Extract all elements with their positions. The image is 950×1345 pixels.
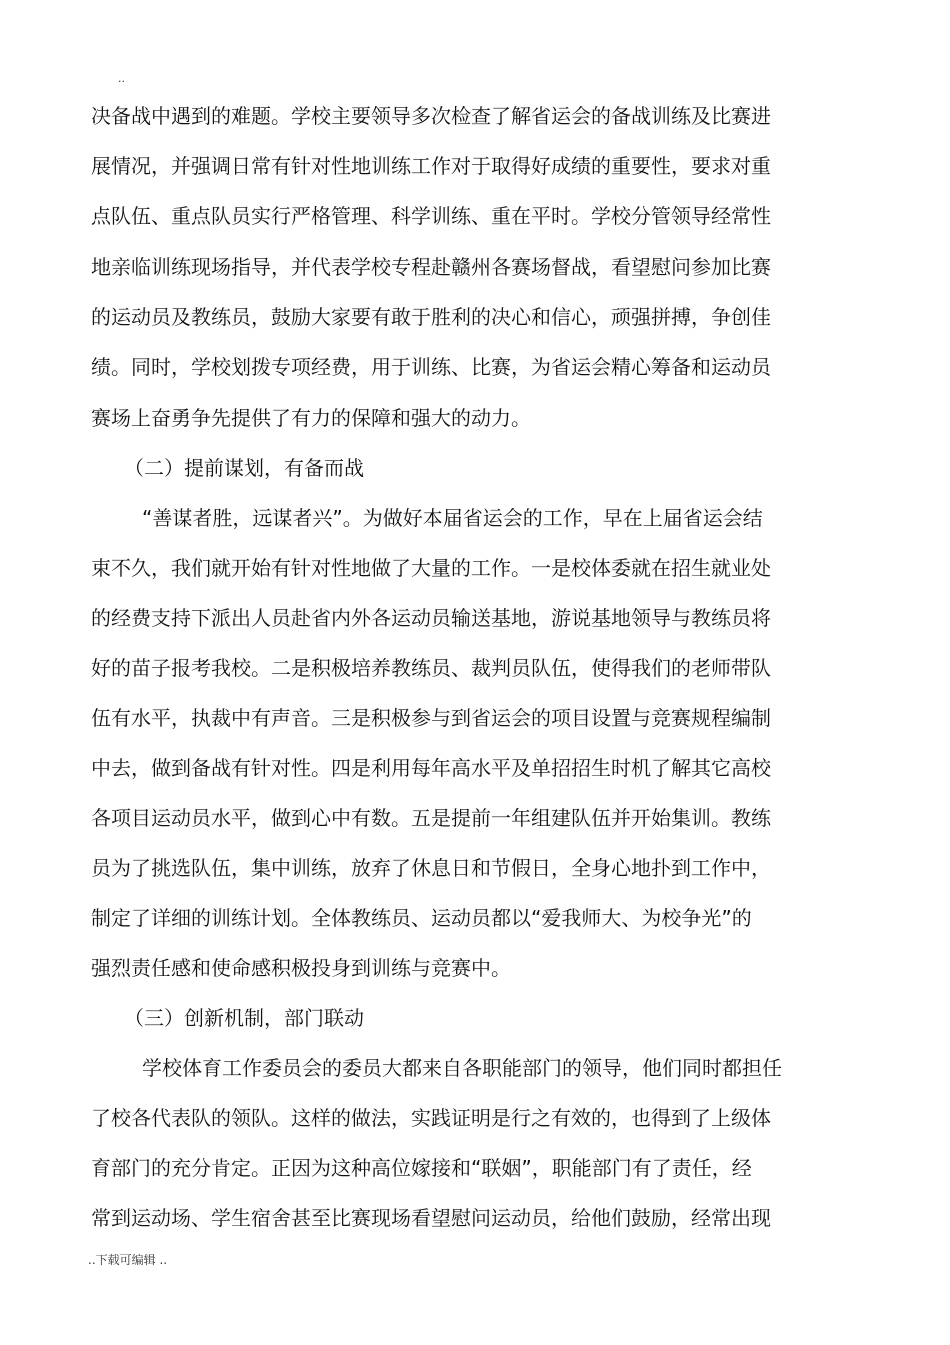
- section-heading: （二）提前谋划，有备而战: [124, 456, 364, 480]
- section-heading: （三）创新机制，部门联动: [124, 1006, 364, 1030]
- text-line: 强烈责任感和使命感积极投身到训练与竞赛中。: [91, 956, 511, 980]
- text-line: 决备战中遇到的难题。学校主要领导多次检查了解省运会的备战训练及比赛进: [91, 104, 771, 128]
- text-line: 各项目运动员水平，做到心中有数。五是提前一年组建队伍并开始集训。教练: [91, 806, 771, 830]
- text-line: 制定了详细的训练计划。全体教练员、运动员都以“爱我师大、为校争光”的: [91, 906, 752, 930]
- text-line: 的运动员及教练员，鼓励大家要有敢于胜利的决心和信心，顽强拼搏，争创佳: [91, 305, 771, 329]
- page-header-mark: ..: [118, 72, 125, 85]
- text-line: “善谋者胜，远谋者兴”。为做好本届省运会的工作，早在上届省运会结: [142, 506, 763, 530]
- text-line: 的经费支持下派出人员赴省内外各运动员输送基地，游说基地领导与教练员将: [91, 606, 771, 630]
- text-line: 常到运动场、学生宿舍甚至比赛现场看望慰问运动员，给他们鼓励，经常出现: [91, 1206, 771, 1230]
- text-line: 点队伍、重点队员实行严格管理、科学训练、重在平时。学校分管领导经常性: [91, 204, 771, 228]
- text-line: 学校体育工作委员会的委员大都来自各职能部门的领导，他们同时都担任: [142, 1056, 782, 1080]
- text-line: 员为了挑选队伍，集中训练，放弃了休息日和节假日，全身心地扑到工作中，: [91, 856, 771, 880]
- text-line: 束不久，我们就开始有针对性地做了大量的工作。一是校体委就在招生就业处: [91, 556, 771, 580]
- text-line: 地亲临训练现场指导，并代表学校专程赴赣州各赛场督战，看望慰问参加比赛: [91, 255, 771, 279]
- text-line: 好的苗子报考我校。二是积极培养教练员、裁判员队伍，使得我们的老师带队: [91, 656, 771, 680]
- text-line: 中去，做到备战有针对性。四是利用每年高水平及单招招生时机了解其它高校: [91, 756, 771, 780]
- page-footer-mark: ..下载可编辑 ..: [88, 1253, 168, 1267]
- text-line: 绩。同时，学校划拨专项经费，用于训练、比赛，为省运会精心筹备和运动员: [91, 355, 771, 379]
- text-line: 了校各代表队的领队。这样的做法，实践证明是行之有效的，也得到了上级体: [91, 1106, 771, 1130]
- text-line: 伍有水平，执裁中有声音。三是积极参与到省运会的项目设置与竞赛规程编制: [91, 706, 771, 730]
- text-line: 展情况，并强调日常有针对性地训练工作对于取得好成绩的重要性，要求对重: [91, 154, 771, 178]
- text-line: 赛场上奋勇争先提供了有力的保障和强大的动力。: [91, 406, 531, 430]
- text-line: 育部门的充分肯定。正因为这种高位嫁接和“联姻”，职能部门有了责任，经: [91, 1156, 752, 1180]
